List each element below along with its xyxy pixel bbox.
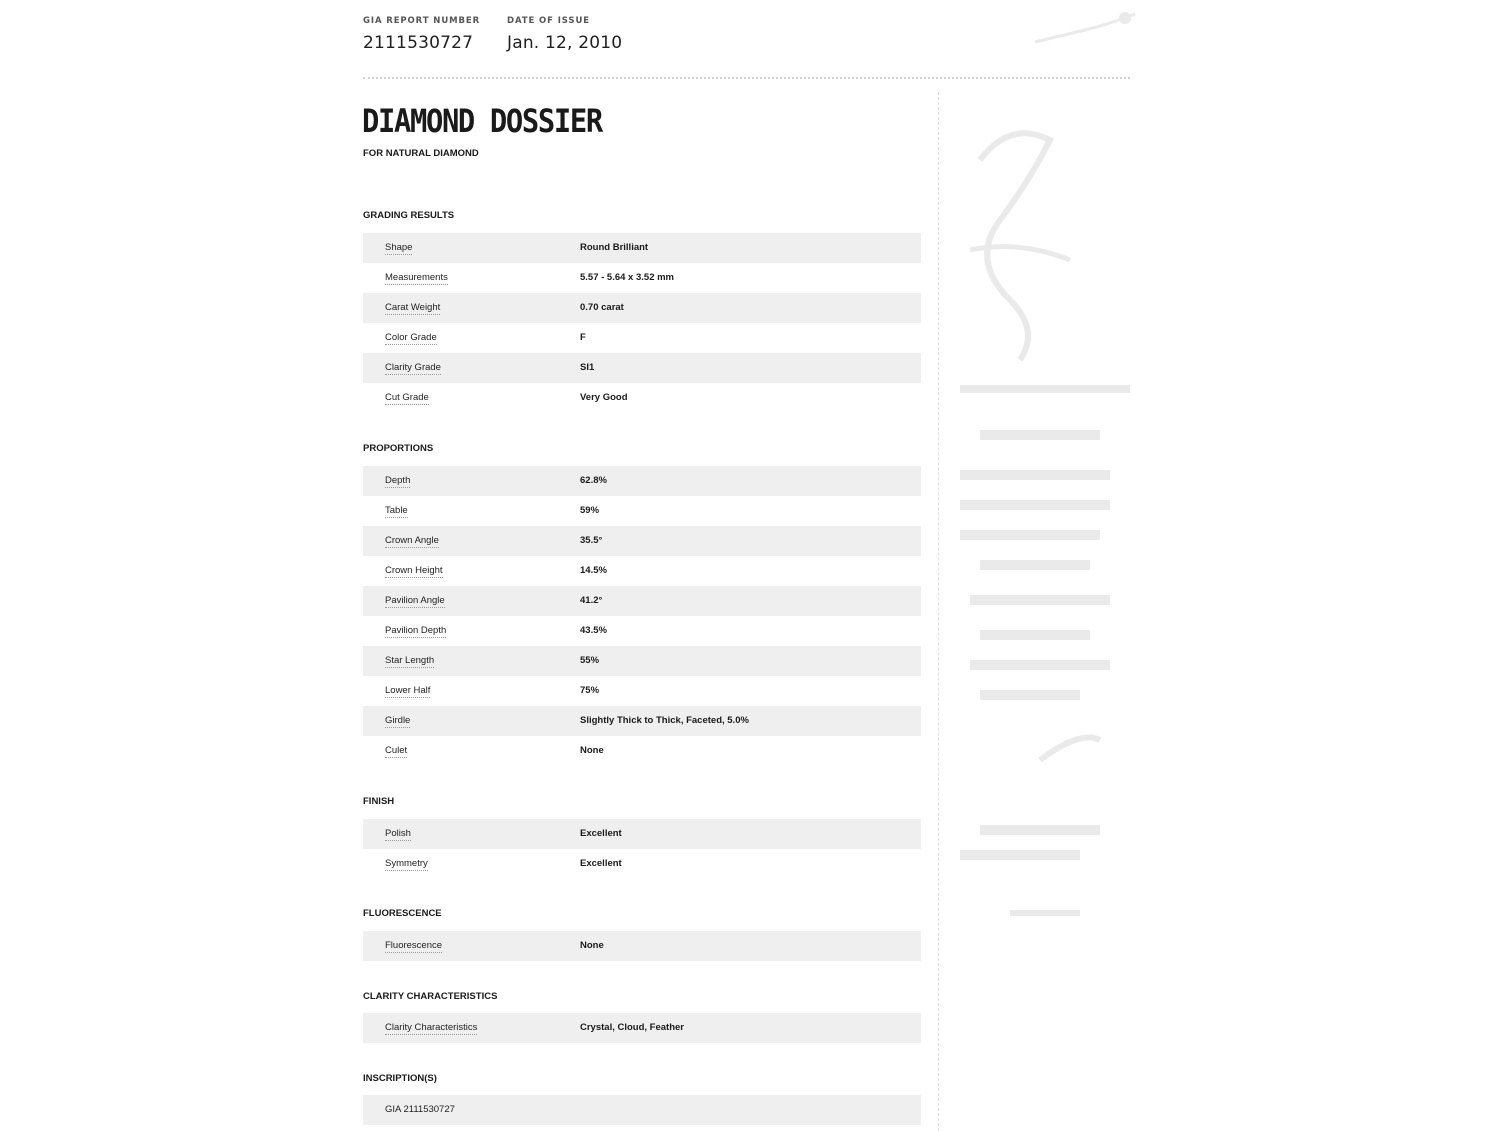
table-row bbox=[363, 1095, 921, 1125]
row-value: 62.8% bbox=[580, 475, 607, 486]
date-of-issue-block bbox=[507, 16, 622, 53]
grading-table bbox=[363, 233, 921, 413]
row-value: F bbox=[580, 332, 586, 343]
section-title-finish: FINISH bbox=[363, 796, 395, 807]
row-value: 43.5% bbox=[580, 625, 607, 636]
table-row bbox=[363, 323, 921, 353]
page-title: DIAMOND DOSSIER bbox=[362, 102, 602, 140]
report-number: 2111530727 bbox=[363, 33, 474, 53]
row-label[interactable]: Culet bbox=[385, 745, 408, 756]
table-row bbox=[363, 706, 921, 736]
row-label[interactable]: Crown Height bbox=[385, 565, 443, 576]
row-label[interactable]: Pavilion Depth bbox=[385, 625, 447, 636]
row-label[interactable]: Carat Weight bbox=[385, 302, 441, 313]
header-divider bbox=[363, 77, 1130, 79]
finish-table bbox=[363, 819, 921, 879]
row-value: 5.57 - 5.64 x 3.52 mm bbox=[580, 272, 675, 283]
row-label[interactable]: Girdle bbox=[385, 715, 411, 726]
faded-diagram-art bbox=[950, 100, 1130, 930]
section-title-fluorescence: FLUORESCENCE bbox=[363, 908, 442, 919]
table-row bbox=[363, 819, 921, 849]
row-value: 14.5% bbox=[580, 565, 607, 576]
section-title-clarity: CLARITY CHARACTERISTICS bbox=[363, 991, 498, 1002]
row-label[interactable]: Pavilion Angle bbox=[385, 595, 445, 606]
section-title-proportions: PROPORTIONS bbox=[363, 443, 434, 454]
row-value: 41.2° bbox=[580, 595, 603, 606]
table-row bbox=[363, 931, 921, 961]
row-label[interactable]: Clarity Grade bbox=[385, 362, 441, 373]
row-value: Excellent bbox=[580, 828, 622, 839]
row-value: 75% bbox=[580, 685, 600, 696]
faded-seal-logo bbox=[1030, 8, 1140, 48]
row-label[interactable]: Lower Half bbox=[385, 685, 431, 696]
row-value: None bbox=[580, 940, 604, 951]
column-divider bbox=[938, 92, 939, 1131]
row-label[interactable]: Star Length bbox=[385, 655, 435, 666]
row-value: Crystal, Cloud, Feather bbox=[580, 1022, 684, 1033]
row-label[interactable]: Shape bbox=[385, 242, 413, 253]
row-value: 35.5° bbox=[580, 535, 603, 546]
row-value: Slightly Thick to Thick, Faceted, 5.0% bbox=[580, 715, 749, 726]
row-label[interactable]: Cut Grade bbox=[385, 392, 429, 403]
clarity-table bbox=[363, 1013, 921, 1043]
row-value: SI1 bbox=[580, 362, 595, 373]
row-value: 55% bbox=[580, 655, 600, 666]
fluorescence-table bbox=[363, 931, 921, 961]
table-row bbox=[363, 556, 921, 586]
table-row bbox=[363, 353, 921, 383]
proportions-table bbox=[363, 466, 921, 766]
section-title-grading: GRADING RESULTS bbox=[363, 210, 455, 221]
table-row bbox=[363, 736, 921, 766]
row-label[interactable]: Symmetry bbox=[385, 858, 428, 869]
page-subtitle: FOR NATURAL DIAMOND bbox=[363, 148, 479, 159]
table-row bbox=[363, 676, 921, 706]
table-row bbox=[363, 1013, 921, 1043]
inscription-text: GIA 2111530727 bbox=[385, 1104, 455, 1115]
row-label[interactable]: Fluorescence bbox=[385, 940, 443, 951]
date-of-issue: Jan. 12, 2010 bbox=[507, 33, 623, 53]
row-value: Excellent bbox=[580, 858, 622, 869]
table-row bbox=[363, 496, 921, 526]
row-value: Very Good bbox=[580, 392, 628, 403]
row-value: None bbox=[580, 745, 604, 756]
section-title-inscriptions: INSCRIPTION(S) bbox=[363, 1073, 437, 1084]
table-row bbox=[363, 849, 921, 879]
table-row bbox=[363, 586, 921, 616]
table-row bbox=[363, 526, 921, 556]
report-number-block bbox=[363, 16, 480, 53]
row-label[interactable]: Crown Angle bbox=[385, 535, 439, 546]
row-label[interactable]: Depth bbox=[385, 475, 411, 486]
row-label[interactable]: Polish bbox=[385, 828, 411, 839]
table-row bbox=[363, 466, 921, 496]
table-row bbox=[363, 646, 921, 676]
row-label[interactable]: Table bbox=[385, 505, 408, 516]
row-value: 59% bbox=[580, 505, 600, 516]
row-value: Round Brilliant bbox=[580, 242, 649, 253]
table-row bbox=[363, 293, 921, 323]
inscriptions-table bbox=[363, 1095, 921, 1125]
report-number-label: GIA REPORT NUMBER bbox=[363, 16, 481, 26]
row-label[interactable]: Color Grade bbox=[385, 332, 437, 343]
table-row bbox=[363, 616, 921, 646]
table-row bbox=[363, 263, 921, 293]
date-of-issue-label: DATE OF ISSUE bbox=[507, 16, 590, 26]
table-row bbox=[363, 383, 921, 413]
row-value: 0.70 carat bbox=[580, 302, 624, 313]
row-label[interactable]: Clarity Characteristics bbox=[385, 1022, 478, 1033]
table-row bbox=[363, 233, 921, 263]
row-label[interactable]: Measurements bbox=[385, 272, 448, 283]
